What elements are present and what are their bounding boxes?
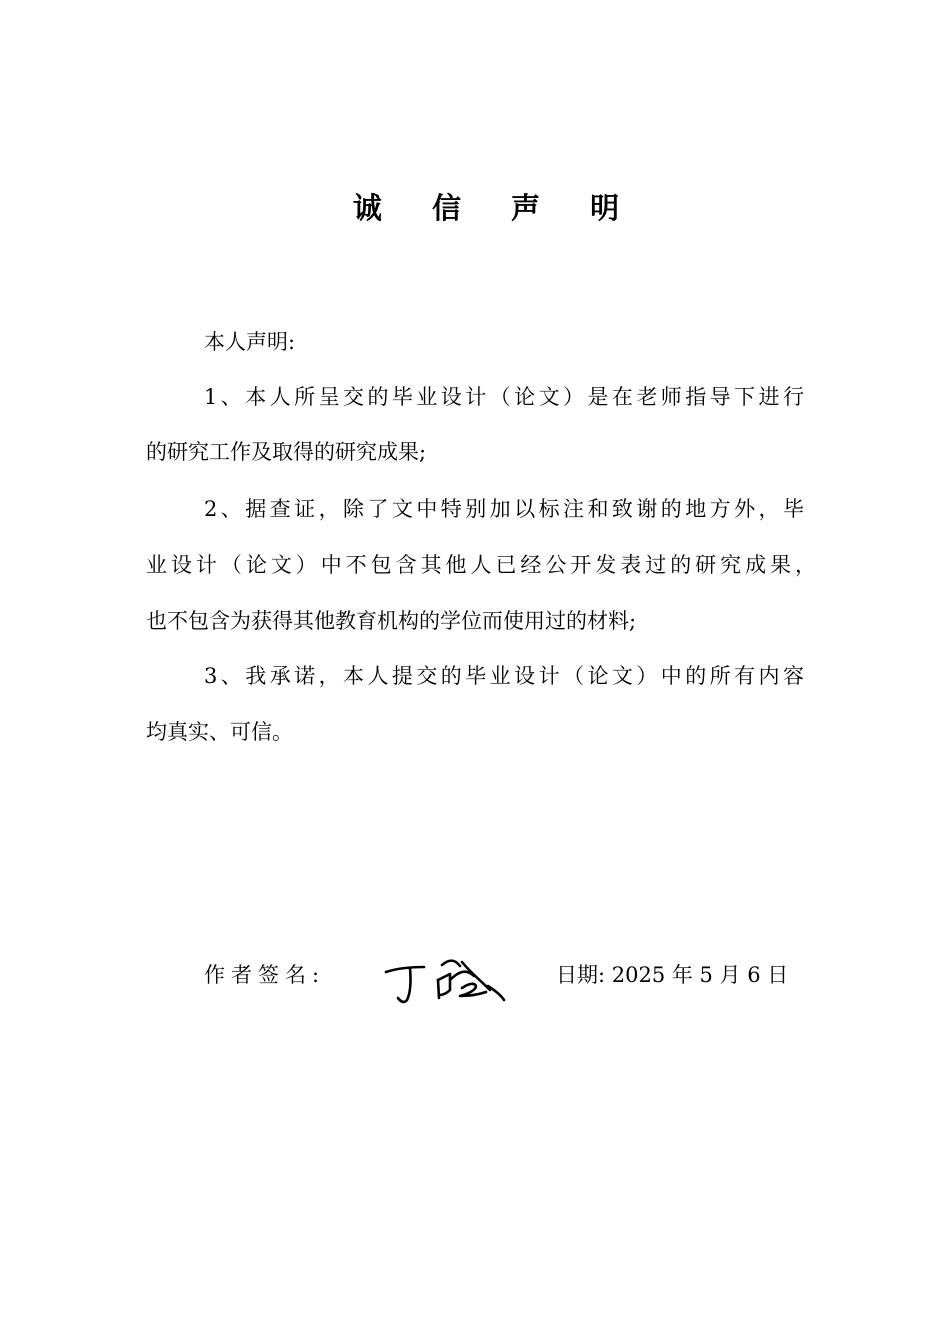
- date-label: 日期:: [556, 963, 606, 987]
- intro-text: 本人声明:: [204, 330, 296, 354]
- item-3-line-1: 3、我承诺，本人提交的毕业设计（论文）中的所有内容: [204, 664, 804, 688]
- item-2-line-2: 业设计（论文）中不包含其他人已经公开发表过的研究成果，: [146, 553, 816, 577]
- date-value: 2025 年 5 月 6 日: [611, 963, 789, 987]
- item-3-line-2: 均真实、可信。: [146, 720, 293, 744]
- signature-label: 作者签名:: [204, 963, 326, 987]
- item-2-line-3: 也不包含为获得其他教育机构的学位而使用过的材料;: [146, 609, 637, 633]
- item-1-line-2: 的研究工作及取得的研究成果;: [146, 440, 427, 464]
- signature-date: [556, 960, 788, 990]
- item-1-line-1: 1、本人所呈交的毕业设计（论文）是在老师指导下进行: [204, 385, 804, 409]
- handwritten-signature: [380, 950, 510, 1010]
- item-2-line-1: 2、据查证，除了文中特别加以标注和致谢的地方外，毕: [204, 497, 804, 521]
- page-title: 诚 信 声 明: [352, 191, 640, 225]
